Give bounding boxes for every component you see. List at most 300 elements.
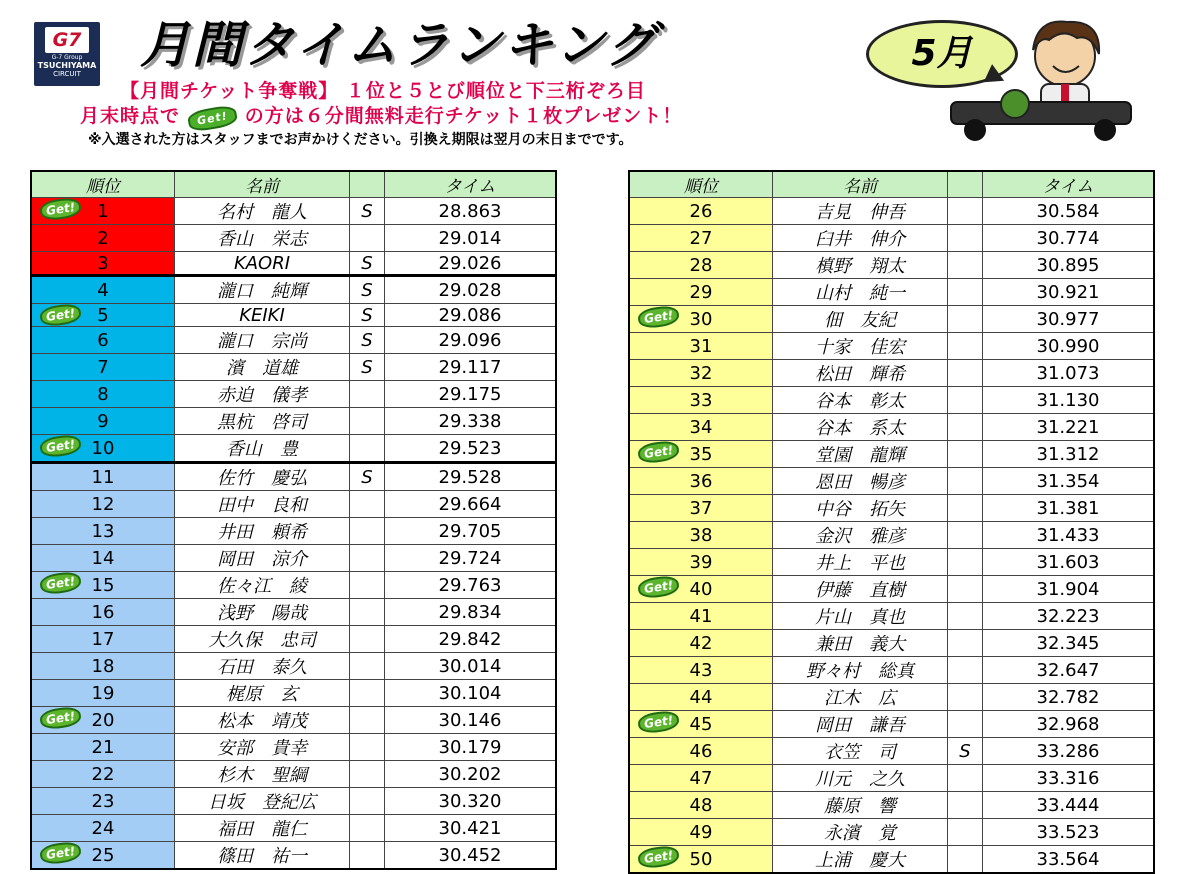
ranking-table-right (628, 170, 1155, 874)
s-mark-cell (948, 468, 983, 495)
driver-name-cell: 石田 泰久 (175, 653, 350, 680)
driver-name-cell: 香山 豊 (175, 435, 350, 463)
campaign-line-2-b: の方は６分間無料走行チケット１枚プレゼント！ (244, 105, 683, 127)
position-cell (31, 518, 175, 545)
table-row (629, 441, 1154, 468)
driver-name-cell: 佐々江 綾 (175, 572, 350, 599)
position-value: 50 (689, 848, 713, 870)
position-value: 45 (689, 713, 713, 735)
position-value: 20 (91, 709, 115, 731)
logo-sub-text: CIRCUIT (53, 70, 81, 78)
position-value: 22 (91, 763, 115, 785)
table-row (629, 387, 1154, 414)
position-cell (629, 576, 773, 603)
position-value: 3 (97, 252, 109, 274)
lap-time-cell: 32.345 (983, 630, 1155, 657)
position-value: 33 (689, 389, 713, 411)
ranking-table-left-body (31, 198, 556, 870)
lap-time-cell: 29.523 (385, 435, 557, 463)
lap-time-cell: 30.452 (385, 842, 557, 870)
s-mark-cell (948, 333, 983, 360)
position-cell (629, 522, 773, 549)
position-value: 4 (97, 279, 109, 301)
lap-time-cell: 32.968 (983, 711, 1155, 738)
position-cell (31, 198, 175, 225)
driver-name-cell: 谷本 系太 (773, 414, 948, 441)
campaign-note: ※入選された方はスタッフまでお声かけください。引換え期限は翌月の末日までです。 (88, 132, 633, 148)
lap-time-cell: 30.104 (385, 680, 557, 707)
position-cell (629, 603, 773, 630)
get-badge-icon: Get! (39, 840, 83, 866)
driver-name-cell: 瀧口 宗尚 (175, 327, 350, 354)
position-value: 38 (689, 524, 713, 546)
driver-name-cell: 香山 栄志 (175, 225, 350, 252)
driver-name-cell: 槙野 翔太 (773, 252, 948, 279)
table-row (629, 603, 1154, 630)
position-value: 49 (689, 821, 713, 843)
s-mark-cell: S (350, 252, 385, 276)
position-value: 6 (97, 329, 109, 351)
position-value: 42 (689, 632, 713, 654)
position-cell (31, 408, 175, 435)
s-mark-cell (350, 653, 385, 680)
lap-time-cell: 33.316 (983, 765, 1155, 792)
position-value: 46 (689, 740, 713, 762)
position-cell (31, 354, 175, 381)
s-mark-cell (350, 435, 385, 463)
month-label: 5月 (911, 33, 973, 74)
s-mark-cell (948, 549, 983, 576)
s-mark-cell (350, 626, 385, 653)
table-row (31, 761, 556, 788)
position-value: 19 (91, 682, 115, 704)
table-row (31, 408, 556, 435)
s-mark-cell: S (350, 276, 385, 304)
driver-name-cell: 黒杭 啓司 (175, 408, 350, 435)
driver-name-cell: 金沢 雅彦 (773, 522, 948, 549)
lap-time-cell: 29.842 (385, 626, 557, 653)
s-mark-cell: S (350, 463, 385, 491)
driver-name-cell: 永濱 覚 (773, 819, 948, 846)
position-cell (31, 304, 175, 327)
campaign-line-1: 【月間チケット争奪戦】 １位と５とび順位と下三桁ぞろ目 (120, 80, 646, 102)
position-value: 11 (91, 466, 115, 488)
s-mark-cell (948, 387, 983, 414)
lap-time-cell: 29.724 (385, 545, 557, 572)
position-cell (31, 572, 175, 599)
s-mark-cell (948, 603, 983, 630)
position-cell (31, 653, 175, 680)
s-mark-cell (350, 572, 385, 599)
position-cell (629, 630, 773, 657)
driver-name-cell: 日坂 登紀広 (175, 788, 350, 815)
lap-time-cell: 32.647 (983, 657, 1155, 684)
header-position: 順位 (31, 171, 175, 198)
position-value: 7 (97, 356, 109, 378)
s-mark-cell (350, 680, 385, 707)
s-mark-cell (948, 819, 983, 846)
position-value: 14 (91, 547, 115, 569)
table-row (31, 545, 556, 572)
s-mark-cell (350, 815, 385, 842)
lap-time-cell: 29.705 (385, 518, 557, 545)
position-value: 9 (97, 410, 109, 432)
lap-time-cell: 30.320 (385, 788, 557, 815)
lap-time-cell: 29.028 (385, 276, 557, 304)
position-value: 24 (91, 817, 115, 839)
table-row (31, 707, 556, 734)
driver-name-cell: 名村 龍人 (175, 198, 350, 225)
table-row (31, 599, 556, 626)
table-row (31, 252, 556, 276)
position-cell (31, 761, 175, 788)
position-cell (629, 441, 773, 468)
get-badge-icon: Get! (39, 433, 83, 459)
lap-time-cell: 30.146 (385, 707, 557, 734)
driver-kart-mascot-icon (945, 14, 1145, 144)
lap-time-cell: 30.895 (983, 252, 1155, 279)
position-cell (31, 599, 175, 626)
driver-name-cell: 濱 道雄 (175, 354, 350, 381)
lap-time-cell: 31.904 (983, 576, 1155, 603)
table-row (629, 279, 1154, 306)
position-cell (31, 545, 175, 572)
table-row (31, 354, 556, 381)
position-cell (31, 734, 175, 761)
driver-name-cell: 山村 純一 (773, 279, 948, 306)
table-row (31, 815, 556, 842)
table-row (629, 495, 1154, 522)
s-mark-cell (948, 414, 983, 441)
s-mark-cell (948, 846, 983, 874)
lap-time-cell: 30.921 (983, 279, 1155, 306)
position-cell (31, 276, 175, 304)
lap-time-cell: 28.863 (385, 198, 557, 225)
get-badge-icon: Get! (39, 302, 83, 328)
position-cell (31, 815, 175, 842)
lap-time-cell: 33.444 (983, 792, 1155, 819)
driver-name-cell: 堂園 龍輝 (773, 441, 948, 468)
position-cell (629, 252, 773, 279)
s-mark-cell: S (350, 327, 385, 354)
table-row (31, 435, 556, 463)
ranking-table-left (30, 170, 557, 870)
table-row (629, 522, 1154, 549)
position-value: 21 (91, 736, 115, 758)
position-cell (31, 491, 175, 518)
s-mark-cell (948, 225, 983, 252)
table-row (629, 468, 1154, 495)
logo-g7-mark: G7 (45, 27, 89, 53)
s-mark-cell (350, 761, 385, 788)
lap-time-cell: 29.096 (385, 327, 557, 354)
s-mark-cell (948, 495, 983, 522)
lap-time-cell: 29.664 (385, 491, 557, 518)
header-name: 名前 (175, 171, 350, 198)
position-value: 10 (91, 437, 115, 459)
driver-name-cell: 衣笠 司 (773, 738, 948, 765)
table-row (629, 333, 1154, 360)
position-value: 36 (689, 470, 713, 492)
position-value: 26 (689, 200, 713, 222)
campaign-line-2-a: 月末時点で (80, 105, 181, 127)
position-cell (31, 463, 175, 491)
position-cell (31, 626, 175, 653)
lap-time-cell: 31.603 (983, 549, 1155, 576)
driver-name-cell: 岡田 涼介 (175, 545, 350, 572)
position-cell (629, 765, 773, 792)
get-badge-icon: Get! (637, 439, 681, 465)
header-s (948, 171, 983, 198)
table-row (629, 198, 1154, 225)
driver-name-cell: 赤迫 儀孝 (175, 381, 350, 408)
table-row (629, 576, 1154, 603)
s-mark-cell (948, 279, 983, 306)
position-cell (629, 846, 773, 874)
table-row (629, 765, 1154, 792)
lap-time-cell: 30.990 (983, 333, 1155, 360)
lap-time-cell: 31.221 (983, 414, 1155, 441)
table-row (31, 680, 556, 707)
lap-time-cell: 30.421 (385, 815, 557, 842)
s-mark-cell (350, 381, 385, 408)
s-mark-cell: S (350, 304, 385, 327)
table-row (629, 306, 1154, 333)
lap-time-cell: 31.312 (983, 441, 1155, 468)
table-row (31, 225, 556, 252)
lap-time-cell: 30.584 (983, 198, 1155, 225)
s-mark-cell: S (350, 354, 385, 381)
position-value: 37 (689, 497, 713, 519)
driver-name-cell: 佐竹 慶弘 (175, 463, 350, 491)
position-value: 47 (689, 767, 713, 789)
position-value: 1 (97, 200, 109, 222)
lap-time-cell: 29.338 (385, 408, 557, 435)
lap-time-cell: 29.528 (385, 463, 557, 491)
position-value: 8 (97, 383, 109, 405)
lap-time-cell: 31.073 (983, 360, 1155, 387)
position-cell (31, 435, 175, 463)
position-cell (629, 414, 773, 441)
driver-name-cell: 谷本 彰太 (773, 387, 948, 414)
s-mark-cell: S (948, 738, 983, 765)
position-cell (629, 279, 773, 306)
header-time: タイム (983, 171, 1155, 198)
lap-time-cell: 30.977 (983, 306, 1155, 333)
table-row (629, 738, 1154, 765)
lap-time-cell: 29.175 (385, 381, 557, 408)
position-cell (629, 792, 773, 819)
position-cell (629, 333, 773, 360)
position-cell (629, 549, 773, 576)
driver-name-cell: 篠田 祐一 (175, 842, 350, 870)
table-row (629, 252, 1154, 279)
position-cell (31, 842, 175, 870)
table-row (629, 549, 1154, 576)
position-cell (629, 819, 773, 846)
driver-name-cell: 伊藤 直樹 (773, 576, 948, 603)
position-value: 34 (689, 416, 713, 438)
lap-time-cell: 33.564 (983, 846, 1155, 874)
driver-name-cell: 野々村 総真 (773, 657, 948, 684)
driver-name-cell: 瀧口 純輝 (175, 276, 350, 304)
get-badge-icon: Get! (637, 304, 681, 330)
table-row (31, 788, 556, 815)
lap-time-cell: 29.014 (385, 225, 557, 252)
position-value: 16 (91, 601, 115, 623)
s-mark-cell (948, 252, 983, 279)
position-value: 25 (91, 844, 115, 866)
driver-name-cell: 吉見 伸吾 (773, 198, 948, 225)
position-cell (31, 707, 175, 734)
position-cell (629, 306, 773, 333)
header-time: タイム (385, 171, 557, 198)
lap-time-cell: 31.354 (983, 468, 1155, 495)
table-row (31, 518, 556, 545)
s-mark-cell: S (350, 198, 385, 225)
position-value: 2 (97, 227, 109, 249)
driver-name-cell: 中谷 拓矢 (773, 495, 948, 522)
table-row (629, 846, 1154, 874)
s-mark-cell (948, 792, 983, 819)
driver-name-cell: 松本 靖茂 (175, 707, 350, 734)
driver-name-cell: 岡田 謙吾 (773, 711, 948, 738)
driver-name-cell: 藤原 響 (773, 792, 948, 819)
s-mark-cell (350, 842, 385, 870)
s-mark-cell (948, 522, 983, 549)
table-row (31, 491, 556, 518)
table-header-row (629, 171, 1154, 198)
table-row (629, 657, 1154, 684)
position-cell (629, 684, 773, 711)
driver-name-cell: 恩田 暢彦 (773, 468, 948, 495)
driver-name-cell: 浅野 陽哉 (175, 599, 350, 626)
get-badge-icon: Get! (637, 844, 681, 870)
driver-name-cell: 十家 佳宏 (773, 333, 948, 360)
position-value: 32 (689, 362, 713, 384)
position-value: 5 (97, 304, 109, 326)
position-cell (629, 738, 773, 765)
position-cell (629, 360, 773, 387)
lap-time-cell: 30.014 (385, 653, 557, 680)
get-badge-icon: Get! (39, 705, 83, 731)
position-value: 43 (689, 659, 713, 681)
logo-group-text: G-7 Group (51, 54, 83, 61)
table-header-row (31, 171, 556, 198)
lap-time-cell: 30.179 (385, 734, 557, 761)
table-row (629, 711, 1154, 738)
g7-tsuchiyama-logo (34, 22, 100, 86)
position-value: 40 (689, 578, 713, 600)
driver-name-cell: KAORI (175, 252, 350, 276)
lap-time-cell: 30.202 (385, 761, 557, 788)
table-row (629, 684, 1154, 711)
s-mark-cell (350, 599, 385, 626)
get-badge-icon: Get! (39, 570, 83, 596)
get-icon: Get! (187, 104, 239, 133)
position-value: 44 (689, 686, 713, 708)
driver-name-cell: 安部 貴幸 (175, 734, 350, 761)
s-mark-cell (948, 711, 983, 738)
s-mark-cell (350, 788, 385, 815)
position-value: 13 (91, 520, 115, 542)
position-value: 39 (689, 551, 713, 573)
position-value: 31 (689, 335, 713, 357)
position-value: 41 (689, 605, 713, 627)
position-cell (629, 495, 773, 522)
header-position: 順位 (629, 171, 773, 198)
lap-time-cell: 33.523 (983, 819, 1155, 846)
table-row (629, 414, 1154, 441)
campaign-line-2 (80, 101, 682, 129)
s-mark-cell (948, 198, 983, 225)
table-row (629, 819, 1154, 846)
table-row (31, 653, 556, 680)
lap-time-cell: 30.774 (983, 225, 1155, 252)
table-row (629, 630, 1154, 657)
ranking-table-right-body (629, 198, 1154, 874)
position-value: 15 (91, 574, 115, 596)
table-row (31, 276, 556, 304)
s-mark-cell (350, 408, 385, 435)
get-badge-icon: Get! (637, 574, 681, 600)
position-cell (31, 381, 175, 408)
driver-name-cell: 井上 平也 (773, 549, 948, 576)
driver-name-cell: KEIKI (175, 304, 350, 327)
position-cell (629, 198, 773, 225)
table-row (629, 792, 1154, 819)
driver-name-cell: 杉木 聖綱 (175, 761, 350, 788)
s-mark-cell (948, 765, 983, 792)
s-mark-cell (948, 306, 983, 333)
s-mark-cell (948, 360, 983, 387)
position-cell (31, 252, 175, 276)
table-row (31, 626, 556, 653)
lap-time-cell: 33.286 (983, 738, 1155, 765)
lap-time-cell: 31.433 (983, 522, 1155, 549)
table-row (629, 225, 1154, 252)
position-value: 12 (91, 493, 115, 515)
lap-time-cell: 29.834 (385, 599, 557, 626)
position-cell (629, 468, 773, 495)
table-row (31, 734, 556, 761)
lap-time-cell: 32.223 (983, 603, 1155, 630)
position-value: 30 (689, 308, 713, 330)
position-value: 27 (689, 227, 713, 249)
s-mark-cell (948, 441, 983, 468)
s-mark-cell (350, 225, 385, 252)
driver-name-cell: 臼井 伸介 (773, 225, 948, 252)
s-mark-cell (350, 707, 385, 734)
table-row (629, 360, 1154, 387)
position-value: 28 (689, 254, 713, 276)
driver-name-cell: 田中 良和 (175, 491, 350, 518)
lap-time-cell: 29.763 (385, 572, 557, 599)
position-cell (31, 225, 175, 252)
get-badge-icon: Get! (39, 196, 83, 222)
header-s (350, 171, 385, 198)
driver-name-cell: 片山 真也 (773, 603, 948, 630)
driver-name-cell: 江木 広 (773, 684, 948, 711)
s-mark-cell (350, 734, 385, 761)
s-mark-cell (948, 684, 983, 711)
position-value: 17 (91, 628, 115, 650)
position-cell (629, 225, 773, 252)
driver-name-cell: 井田 頼希 (175, 518, 350, 545)
header-name: 名前 (773, 171, 948, 198)
table-row (31, 572, 556, 599)
position-value: 35 (689, 443, 713, 465)
